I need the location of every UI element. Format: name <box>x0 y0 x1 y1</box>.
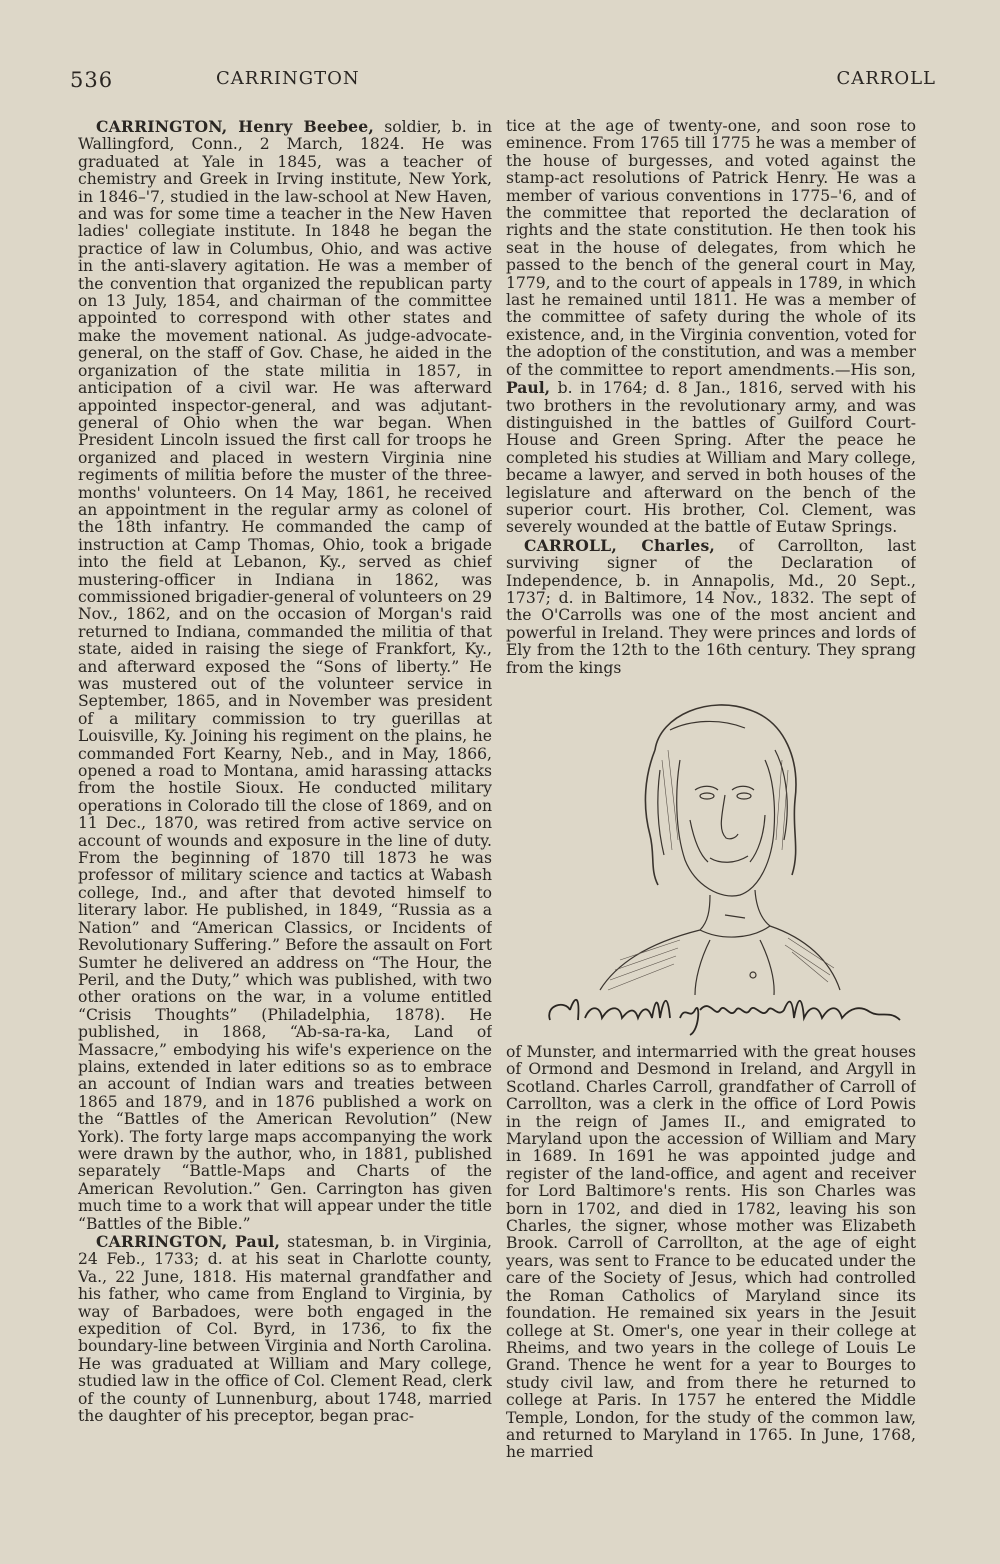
entry-continuation <box>506 1044 916 1462</box>
portrait-engraving <box>560 690 860 1000</box>
page-number: 536 <box>70 68 114 92</box>
right-column-top <box>506 118 916 678</box>
entry-body: b. in 1764; d. 8 Jan., 1816, served with his two brothers in the revolutionary army, and was distinguished in the battles of Guilford Court-House and Green Spring. After the peace he completed his studies at William and Mary college, became a lawyer, and served in both houses of the legislature and afterward on the bench of the superior court. His brother, Col. Clement, was severely wounded at the battle of Eutaw Springs. <box>506 379 916 537</box>
running-header <box>70 68 936 104</box>
entry-body: statesman, b. in Virginia, 24 Feb., 1733; d. at his seat in Charlotte county, Va., 22 June, 1818. His maternal grandfather and his father, who came from England to Virginia, by way of Barbadoes, were both engaged in the expedition of Col. Byrd, in 1736, to fix the boundary-line between Virginia and North Carolina. He was graduated at William and Mary college, studied law in the office of Col. Clement Read, clerk of the county of Lunnenburg, about 1748, married the daughter of his preceptor, began prac- <box>78 1233 492 1426</box>
entry-body: tice at the age of twenty-one, and soon rose to eminence. From 1765 till 1775 he was a member of the house of burgesses, and voted against the stamp-act resolutions of Patrick Henry. He was a member of various conventions in 1775–'6, and of the committee that reported the declaration of rights and the state constitution. He then took his seat in the house of delegates, from which he passed to the bench of the general court in May, 1779, and to the court of appeals in 1789, in which last he remained until 1811. He was a member of the committee of safety during the whole of its existence, and, in the Virginia convention, voted for the adoption of the constitution, and was a member of the committee to report amendments.—His son, <box>506 118 916 379</box>
right-running-head: CARROLL <box>836 68 936 89</box>
entry-heading: CARRINGTON, Henry Beebee, <box>96 118 375 136</box>
entry-paul-carrington <box>78 1233 492 1425</box>
right-column-bottom <box>506 1044 916 1464</box>
entry-charles-carroll <box>506 537 916 677</box>
entry-henry-beebee-carrington <box>78 118 492 1233</box>
entry-continuation <box>506 118 916 537</box>
entry-heading: CARROLL, Charles, <box>524 535 716 555</box>
entry-body: soldier, b. in Wallingford, Conn., 2 March, 1824. He was graduated at Yale in 1845, was a teacher of chemistry and Greek in Irving institute, New York, in 1846–'7, studied in the law-school at New Haven, and was for some time a teacher in the New Haven ladies' collegiate institute. In 1848 he began the practice of law in Columbus, Ohio, and was active in the anti-slavery agitation. He was a member of the convention that organized the republican party on 13 July, 1854, and chairman of the committee appointed to correspond with other states and make the movement national. As judge-advocate-general, on the staff of Gov. Chase, he aided in the organization of the state militia in 1857, in anticipation of a civil war. He was afterward appointed inspector-general, and was adjutant-general of Ohio when the war began. When President Lincoln issued the first call for troops he organized and placed in western Virginia nine regiments of militia before the muster of the three-months' volunteers. On 14 May, 1861, he received an appointment in the regular army as colonel of the 18th infantry. He commanded the camp of instruction at Camp Thomas, Ohio, took a brigade into the field at Lebanon, Ky., served as chief mustering-officer in Indiana in 1862, was commissioned brigadier-general of volunteers on 29 Nov., 1862, and on the occasion of Morgan's raid returned to Indiana, commanded the militia of that state, aided in raising the siege of Frankfort, Ky., and afterward exposed the “Sons of liberty.” He was mustered out of the volunteer service in September, 1865, and in November was president of a military commission to try guerillas at Louisville, Ky. Joining his regiment on the plains, he commanded Fort Kearny, Neb., and in May, 1866, opened a road to Montana, amid harassing attacks from the hostile Sioux. He conducted military operations in Colorado till the close of 1869, and on 11 Dec., 1870, was retired from active service on account of wounds and exposure in the line of duty. From the beginning of 1870 till 1873 he was professor of military science and tactics at Wabash college, Ind., and after that devoted himself to literary labor. He published, in 1849, “Russia as a Nation” and “American Classics, or Incidents of Revolutionary Suffering.” Before the assault on Fort Sumter he delivered an address on “The Hour, the Peril, and the Duty,” which was published, with two other orations on the war, in a volume entitled “Crisis Thoughts” (Philadelphia, 1878). He published, in 1868, “Ab-sa-ra-ka, Land of Massacre,” embodying his wife's experience on the plains, extended in later editions so as to embrace an account of Indian wars and treaties between 1865 and 1879, and in 1876 published a work on the “Battles of the American Revolution” (New York). The forty large maps accompanying the work were drawn by the author, who, in 1881, published separately “Battle-Maps and Charts of the American Revolution.” Gen. Carrington has given much time to a work that will appear under the title “Battles of the Bible.” <box>78 118 492 1233</box>
left-column <box>78 118 492 1458</box>
entry-heading: CARRINGTON, Paul, <box>96 1232 281 1251</box>
entry-body: of Carrollton, last surviving signer of the Declaration of Independence, b. in Annapolis, Md., 20 Sept., 1737; d. in Baltimore, 14 Nov., 1832. The sept of the O'Carrolls was one of the most ancient and powerful in Ireland. They were princes and lords of Ely from the 12th to the 16th century. They sprang from the kings <box>506 536 916 677</box>
left-running-head: CARRINGTON <box>216 68 360 89</box>
entry-body: of Munster, and intermarried with the great houses of Ormond and Desmond in Ireland, and Argyll in Scotland. Charles Carroll, grandfather of Carroll of Carrollton, was a clerk in the office of Lord Powis in the reign of James II., and emigrated to Maryland upon the accession of William and Mary in 1689. In 1691 he was appointed judge and register of the land-office, and agent and receiver for Lord Baltimore's rents. His son Charles was born in 1702, and died in 1782, leaving his son Charles, the signer, whose mother was Elizabeth Brook. Carroll of Carrollton, at the age of eight years, was sent to France to be educated under the care of the Society of Jesus, which had controlled the Roman Catholics of Maryland since its foundation. He remained six years in the Jesuit college at St. Omer's, one year in their college at Rheims, and two years in the college of Louis Le Grand. Thence he went for a year to Bourges to study civil law, and from there he returned to college at Paris. In 1757 he entered the Middle Temple, London, for the study of the common law, and returned to Maryland in 1765. In June, 1768, he married <box>506 1044 916 1462</box>
son-name: Paul, <box>506 378 551 398</box>
signature <box>540 980 910 1040</box>
